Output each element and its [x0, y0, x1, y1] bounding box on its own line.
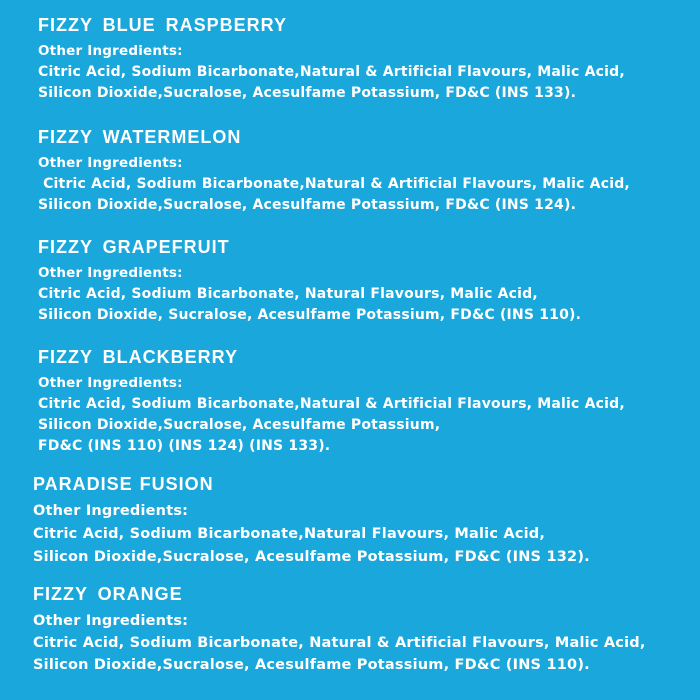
flavor-title: PARADISE FUSION [33, 474, 214, 494]
ingredients-line: Silicon Dioxide,Sucralose, Acesulfame Potassium, [38, 417, 441, 433]
flavor-paradise-fusion [0, 473, 700, 569]
ingredients-line: Citric Acid, Sodium Bicarbonate,Natural Flavours, Malic Acid, [33, 526, 546, 542]
ingredients-line: Silicon Dioxide,Sucralose, Acesulfame Potassium, FD&C (INS 110). [33, 657, 590, 673]
ingredients-label: Other Ingredients: [38, 155, 183, 171]
flavor-orange [0, 583, 700, 676]
ingredients-line: Silicon Dioxide,Sucralose, Acesulfame Potassium, FD&C (INS 133). [38, 85, 577, 101]
ingredients-line: Citric Acid, Sodium Bicarbonate,Natural & Artificial Flavours, Malic Acid, [38, 176, 630, 192]
ingredients-line: Citric Acid, Sodium Bicarbonate, Natural & Artificial Flavours, Malic Acid, [33, 635, 646, 651]
ingredients-line: Citric Acid, Sodium Bicarbonate, Natural Flavours, Malic Acid, [38, 286, 538, 302]
ingredients-label: Other Ingredients: [38, 375, 183, 391]
ingredients-label: Other Ingredients: [33, 503, 189, 519]
ingredients-line: Silicon Dioxide,Sucralose, Acesulfame Potassium, FD&C (INS 132). [33, 549, 590, 565]
flavor-title: FIZZY BLUE RASPBERRY [38, 15, 288, 35]
flavor-title: FIZZY BLACKBERRY [38, 347, 238, 367]
ingredients-label: Other Ingredients: [33, 613, 189, 629]
ingredients-label: Other Ingredients: [38, 43, 183, 59]
ingredients-line: FD&C (INS 110) (INS 124) (INS 133). [38, 438, 331, 454]
flavor-title: FIZZY ORANGE [33, 584, 183, 604]
flavor-blue-raspberry [0, 14, 700, 104]
ingredients-line: Citric Acid, Sodium Bicarbonate,Natural & Artificial Flavours, Malic Acid, [38, 64, 625, 80]
flavor-grapefruit [0, 236, 700, 326]
ingredients-line: Silicon Dioxide,Sucralose, Acesulfame Potassium, FD&C (INS 124). [38, 197, 577, 213]
flavor-title: FIZZY WATERMELON [38, 127, 242, 147]
flavor-blackberry [0, 346, 700, 457]
ingredients-line: Silicon Dioxide, Sucralose, Acesulfame Potassium, FD&C (INS 110). [38, 307, 582, 323]
ingredients-label: Other Ingredients: [38, 265, 183, 281]
flavor-watermelon [0, 126, 700, 216]
ingredients-line: Citric Acid, Sodium Bicarbonate,Natural & Artificial Flavours, Malic Acid, [38, 396, 625, 412]
flavor-title: FIZZY GRAPEFRUIT [38, 237, 230, 257]
